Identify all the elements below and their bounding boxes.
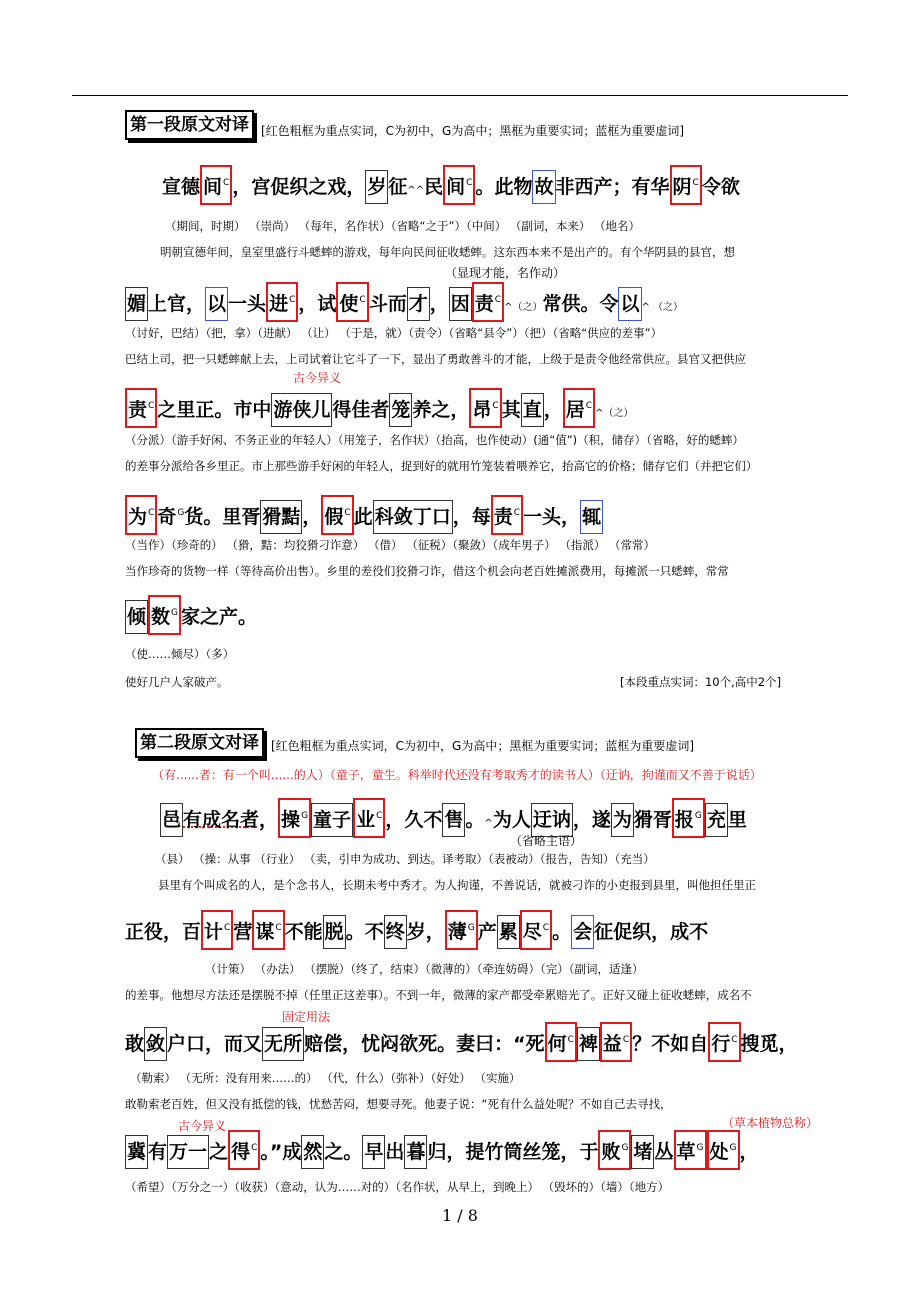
s2-row4-gloss: （希望）（万分之一）（收获）（意动，认为……对的）（名作状，从早上，到晚上） （毁坏的）（墙）（地方） xyxy=(125,1180,670,1194)
page-number: 1 / 8 xyxy=(442,1206,478,1225)
section2-legend: [红色粗框为重点实词，C为初中，G为高中；黑框为重要实词；蓝框为重要虚词] xyxy=(271,739,695,753)
s1-row5-gloss: （使……倾尽）（多） xyxy=(125,647,235,661)
s1-row3-note: 古今异义 xyxy=(293,371,342,385)
s1-row3-gloss: （分派）（游手好闲、不务正业的年轻人）（用笼子，名作状）（抬高，也作使动）(通“值”)（积，储存）（省略，好的蟋蟀） xyxy=(125,433,744,447)
s2-row4-note-right: （草本植物总称） xyxy=(722,1116,819,1130)
s2-row2-text: 正役，百 计$^C$ 营 谋$^C$ 不能 脱 。不 终 岁， 薄$^G$ 产 累 尽$^C$ 。 会 征促织，成不 xyxy=(125,910,708,946)
section1-legend: [红色粗框为重点实词，C为初中，G为高中；黑框为重要实词；蓝框为重要虚词] xyxy=(261,124,685,138)
s1-row2-translation: 巴结上司，把一只蟋蟀献上去，上司试着让它斗了一下，显出了勇敢善斗的才能，上级于是责令他经常供应。县官又把供应 xyxy=(125,352,746,366)
s1-row3-text: 责$^C$ 之里正。市中 游侠儿 得佳者 笼 养之， 昂$^C$ 其 直 ， 居$^C$^（之） xyxy=(125,388,633,424)
s1-row4-translation: 当作珍奇的货物一样（等待高价出售）。乡里的差役们狡猾刁诈，借这个机会向老百姓摊派费用，每摊派一只蟋蟀，常常 xyxy=(125,564,729,578)
s2-row4-text: 冀 有 万一 之 得$^C$ 。”成 然 之。 早 出 暮 归，提竹筒丝笼，于 败$^G$ 堵 丛 草$^G$ 处$^G$ ， xyxy=(125,1130,759,1166)
s1-row2-text: 媚 上官， 以 一头 进$^C$ ，试 使$^C$ 斗而 才 ， 因 责$^C$^（之）常供。令 以 ^ （之） xyxy=(125,282,683,318)
s1-row4-gloss: （当作）（珍奇的） （猾，黠：均狡猾刁诈意） （借） （征税）（聚敛）（成年男子） （指派） （常常） xyxy=(125,538,656,552)
s2-row1-note: （省略主语） xyxy=(510,834,583,848)
s2-row3-gloss: （勒索） （无所：没有用来……的） （代，什么）（弥补）（好处） （实施） xyxy=(130,1071,521,1085)
s2-row2-gloss: （计策） （办法） （摆脱）（终了，结束）（微薄的）（牵连妨碍）（完）（副词，适逢） xyxy=(205,962,644,976)
s2-row1-text: 邑 有成名者， 操$^G$ 童子 业$^C$ ，久不 售 。^为人 迂讷 ，遂 为 猾胥 报$^G$ 充 里 xyxy=(160,798,747,834)
section2-top-note: （有......者：有一个叫......的人）（童子，童生。科举时代还没有考取秀才的读书人）（迂讷，拘谨而又不善于说话） xyxy=(152,768,762,782)
s1-row5-translation: 使好几户人家破产。 xyxy=(125,675,229,689)
s2-row1-translation: 县里有个叫成名的人，是个念书人，长期未考中秀才。为人拘谨，不善说话，就被刁诈的小吏报到县里，叫他担任里正 xyxy=(158,878,756,892)
s2-row3-note: 固定用法 xyxy=(282,1010,331,1024)
s2-row3-text: 敢 敛 户口，而又 无所 赔偿，忧闷欲死。妻曰：“死 何$^C$ 裨 益$^C$ ？不如自 行$^C$ 搜觅， xyxy=(125,1022,798,1058)
top-rule xyxy=(72,95,848,96)
s2-row1-gloss: （县） （操：从事 （行业） （卖，引申为成功、到达。译考取）（表被动）（报告，告知）（充当） xyxy=(155,852,655,866)
s1-row5-text: 倾 数$^G$ 家之产。 xyxy=(125,595,257,631)
s1-row1-translation: 明朝宣德年间，皇室里盛行斗蟋蟀的游戏，每年向民间征收蟋蟀。这东西本来不是出产的。有个华阴县的县官，想 xyxy=(160,245,735,259)
s1-row3-translation: 的差事分派给各乡里正。市上那些游手好闲的年轻人，捉到好的就用竹笼装着喂养它，抬高它的价格；储存它们（并把它们） xyxy=(125,459,758,473)
s1-row4-text: 为$^C$ 奇$^G$货。里胥 猾黠 ， 假$^C$ 此 科敛丁口 ，每 责$^C$ 一头， 辄 xyxy=(125,495,603,531)
section1-title: 第一段原文对译 xyxy=(125,110,254,140)
s1-summary: [本段重点实词：10个,高中2个] xyxy=(620,675,782,689)
s2-row3-translation: 敢勒索老百姓，但又没有抵偿的钱，忧愁苦闷，想要寻死。他妻子说：“死有什么益处呢？不如自己去寻找， xyxy=(125,1097,672,1111)
s1-row1-text: 宣德 间$^C$ ，宫促织之戏， 岁 征^^民 间$^C$ 。此物 故 非西产；有华 阴$^C$ 令欲 xyxy=(162,165,740,201)
s2-row4-note: 古今异义 xyxy=(178,1119,227,1133)
s1-row2-gloss: （讨好，巴结）（把，拿）（进献） （让） （于是，就）（责令）（省略“县令”）（把）（省略“供应的差事”） xyxy=(125,326,663,340)
s2-row2-translation: 的差事。他想尽方法还是摆脱不掉（任里正这差事）。不到一年，微薄的家产都受牵累赔光了。正好又碰上征收蟋蟀，成名不 xyxy=(125,988,752,1002)
s1-row2-note: （显现才能，名作动） xyxy=(445,266,566,280)
section2-title: 第二段原文对译 xyxy=(135,728,264,758)
s1-row1-gloss: （期间，时期） （崇尚） （每年，名作状）（省略“之于”）（中间） （副词，本来） （地名） xyxy=(165,219,641,233)
